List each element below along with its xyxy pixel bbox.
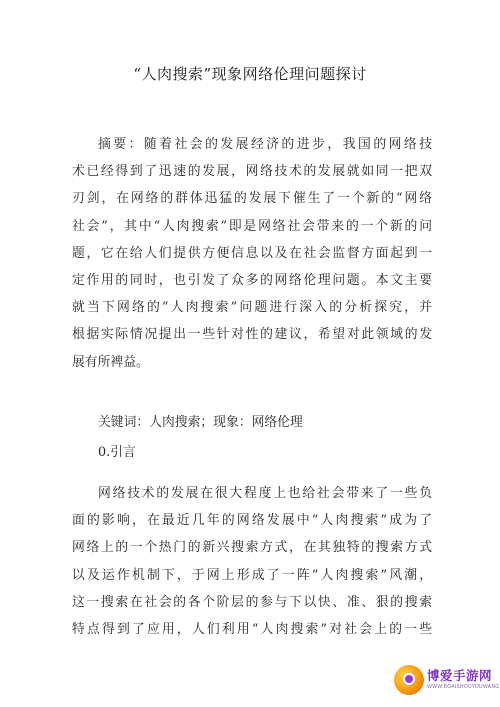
abstract-line: 术已经得到了迅速的发展，网络技术的发展就如同一把双 [72, 164, 432, 180]
body-line: 网络上的一个热门的新兴搜索方式，在其独特的搜索方式 [72, 540, 432, 556]
body-line: 这一搜索在社会的各个阶层的参与下以快、准、狠的搜索 [72, 594, 432, 610]
abstract-line: 定作用的同时，也引发了众多的网络伦理问题。本文主要 [72, 272, 432, 288]
abstract-line: 根据实际情况提出一些针对性的建议，希望对此领域的发 [72, 327, 432, 343]
body-line: 面的影响，在最近几年的网络发展中“人肉搜索”成为了 [72, 513, 432, 529]
abstract-paragraph [72, 131, 432, 376]
paper-title: “人肉搜索”现象网络伦理问题探讨 [133, 65, 367, 83]
watermark-name: 博爱手游网 [427, 668, 493, 684]
abstract-line: 刃剑，在网络的群体迅猛的发展下催生了一个新的“网络 [72, 191, 432, 207]
watermark-text [427, 670, 499, 690]
abstract-line: 就当下网络的“人肉搜索”问题进行深入的分析探究，并 [72, 300, 432, 316]
body-paragraph [72, 480, 432, 643]
abstract-line: 摘要：随着社会的发展经济的进步，我国的网络技 [98, 137, 432, 152]
section-heading: 0.引言 [98, 445, 136, 460]
abstract-line: 题，它在给人们提供方便信息以及在社会监督方面起到一 [72, 245, 432, 261]
watermark-url: WWW.BOAISHOUYOUWANG [427, 683, 500, 690]
site-watermark [394, 663, 500, 697]
body-line: 以及运作机制下，于网上形成了一阵“人肉搜索”风潮， [72, 567, 432, 583]
abstract-line: 展有所裨益。 [72, 354, 149, 370]
watermark-logo-icon [394, 665, 424, 695]
abstract-line: 社会”，其中“人肉搜索”即是网络社会带来的一个新的问 [72, 218, 432, 234]
section-heading-block [72, 439, 432, 466]
body-line: 网络技术的发展在很大程度上也给社会带来了一些负 [98, 486, 432, 501]
keywords-block [72, 409, 432, 436]
body-line: 特点得到了应用，人们利用“人肉搜索”对社会上的一些 [72, 621, 432, 637]
keywords-line: 关键词：人肉搜索；现象：网络伦理 [98, 415, 303, 430]
